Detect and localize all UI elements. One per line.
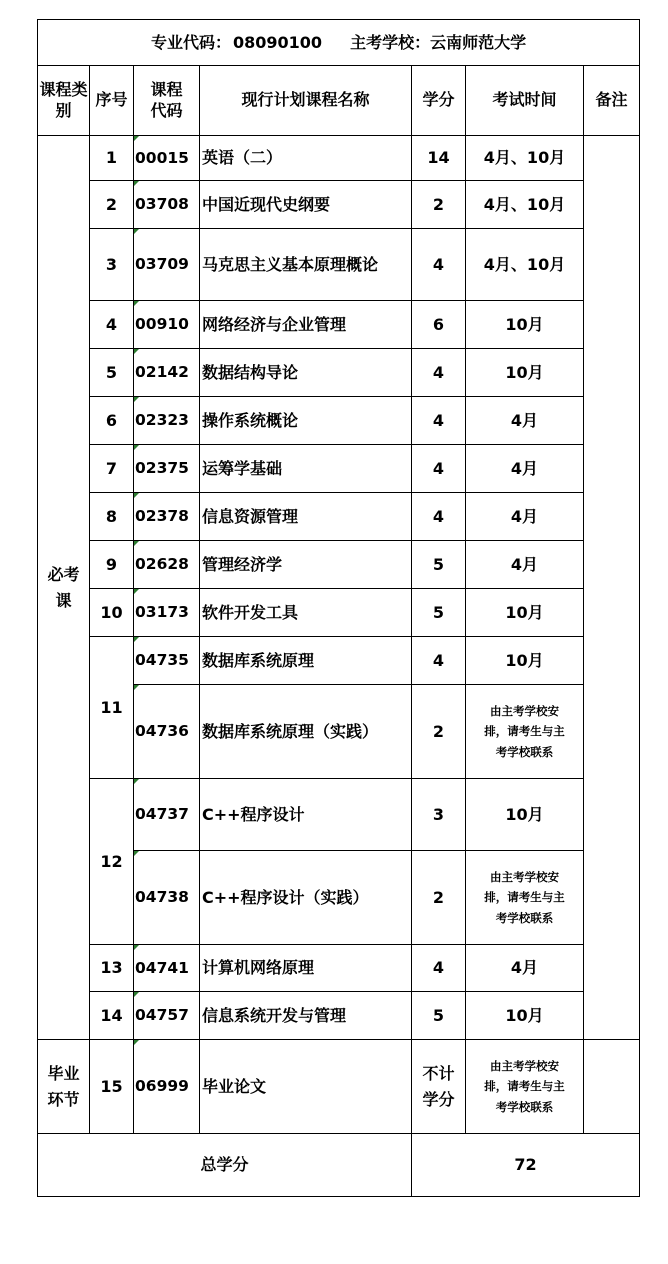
course-credit: 4 [412,397,466,445]
course-credit: 2 [412,851,466,945]
course-credit: 4 [412,493,466,541]
course-name: 操作系统概论 [200,397,412,445]
course-code: 02628 [134,541,200,589]
course-credit: 5 [412,541,466,589]
course-credit: 4 [412,945,466,992]
total-credit-value: 72 [412,1134,640,1197]
exam-time: 4月、10月 [466,229,584,301]
course-credit: 5 [412,992,466,1040]
exam-time: 10月 [466,589,584,637]
seq-cell: 15 [90,1040,134,1134]
course-credit: 6 [412,301,466,349]
course-code: 03173 [134,589,200,637]
seq-cell: 3 [90,229,134,301]
course-code: 04736 [134,685,200,779]
course-plan-table-container [37,19,640,1197]
seq-cell: 10 [90,589,134,637]
col-header-seq: 序号 [90,66,134,136]
course-code: 02378 [134,493,200,541]
course-code: 02375 [134,445,200,493]
course-credit: 2 [412,181,466,229]
course-code: 02323 [134,397,200,445]
exam-time: 10月 [466,349,584,397]
course-name: 软件开发工具 [200,589,412,637]
course-code: 00910 [134,301,200,349]
exam-time: 10月 [466,637,584,685]
course-credit: 2 [412,685,466,779]
table-row [38,992,640,1040]
exam-time: 4月 [466,397,584,445]
col-header-category: 课程类别 [38,66,90,136]
course-name: 管理经济学 [200,541,412,589]
course-credit: 4 [412,229,466,301]
exam-time: 4月 [466,493,584,541]
table-row [38,181,640,229]
course-plan-table [37,19,640,1197]
course-name: 运筹学基础 [200,445,412,493]
category-required: 必考课 [38,136,90,1040]
exam-time: 10月 [466,779,584,851]
seq-cell: 13 [90,945,134,992]
course-code: 00015 [134,136,200,181]
seq-cell: 4 [90,301,134,349]
exam-time: 由主考学校安排，请考生与主考学校联系 [466,1040,584,1134]
table-title [38,20,640,66]
course-code: 04737 [134,779,200,851]
course-name: C++程序设计（实践） [200,851,412,945]
course-name: C++程序设计 [200,779,412,851]
course-code: 02142 [134,349,200,397]
table-row [38,301,640,349]
course-credit: 不计学分 [412,1040,466,1134]
seq-cell: 9 [90,541,134,589]
school-name: 云南师范大学 [430,32,527,52]
course-name: 信息系统开发与管理 [200,992,412,1040]
seq-cell: 14 [90,992,134,1040]
course-credit: 3 [412,779,466,851]
seq-cell: 1 [90,136,134,181]
exam-time: 由主考学校安排，请考生与主考学校联系 [466,851,584,945]
school-label: 主考学校： [350,32,431,52]
exam-time: 4月 [466,541,584,589]
major-code: 08090100 [233,32,323,52]
course-code: 03708 [134,181,200,229]
table-row [38,779,640,851]
exam-time: 由主考学校安排，请考生与主考学校联系 [466,685,584,779]
table-row [38,493,640,541]
course-credit: 4 [412,637,466,685]
col-header-name: 现行计划课程名称 [200,66,412,136]
col-header-credit: 学分 [412,66,466,136]
exam-time: 10月 [466,301,584,349]
course-credit: 4 [412,445,466,493]
course-credit: 14 [412,136,466,181]
course-name: 数据结构导论 [200,349,412,397]
total-credit-label: 总学分 [38,1134,412,1197]
course-name: 信息资源管理 [200,493,412,541]
total-row [38,1134,640,1197]
col-header-exam-time: 考试时间 [466,66,584,136]
table-row [38,637,640,685]
course-name: 毕业论文 [200,1040,412,1134]
course-code: 04741 [134,945,200,992]
seq-cell: 6 [90,397,134,445]
table-row [38,945,640,992]
course-name: 计算机网络原理 [200,945,412,992]
course-name: 网络经济与企业管理 [200,301,412,349]
course-name: 英语（二） [200,136,412,181]
seq-cell: 11 [90,637,134,779]
table-row [38,1040,640,1134]
table-row [38,349,640,397]
table-row [38,541,640,589]
table-row [38,589,640,637]
course-credit: 5 [412,589,466,637]
exam-time: 4月、10月 [466,136,584,181]
course-name: 数据库系统原理 [200,637,412,685]
table-row [38,136,640,181]
course-code: 06999 [134,1040,200,1134]
col-header-code: 课程代码 [134,66,200,136]
seq-cell: 5 [90,349,134,397]
exam-time: 4月 [466,945,584,992]
course-code: 04738 [134,851,200,945]
header-row [38,66,640,136]
seq-cell: 7 [90,445,134,493]
category-graduation: 毕业环节 [38,1040,90,1134]
course-name: 中国近现代史纲要 [200,181,412,229]
table-row [38,397,640,445]
remark-cell-required [584,136,640,1040]
seq-cell: 8 [90,493,134,541]
course-name: 马克思主义基本原理概论 [200,229,412,301]
table-row [38,445,640,493]
course-code: 04757 [134,992,200,1040]
course-code: 04735 [134,637,200,685]
course-code: 03709 [134,229,200,301]
course-name: 数据库系统原理（实践） [200,685,412,779]
remark-cell-graduation [584,1040,640,1134]
major-code-label: 专业代码： [150,32,231,52]
seq-cell: 2 [90,181,134,229]
exam-time: 10月 [466,992,584,1040]
col-header-remark: 备注 [584,66,640,136]
seq-cell: 12 [90,779,134,945]
title-row [38,20,640,66]
course-credit: 4 [412,349,466,397]
table-row [38,229,640,301]
exam-time: 4月、10月 [466,181,584,229]
exam-time: 4月 [466,445,584,493]
